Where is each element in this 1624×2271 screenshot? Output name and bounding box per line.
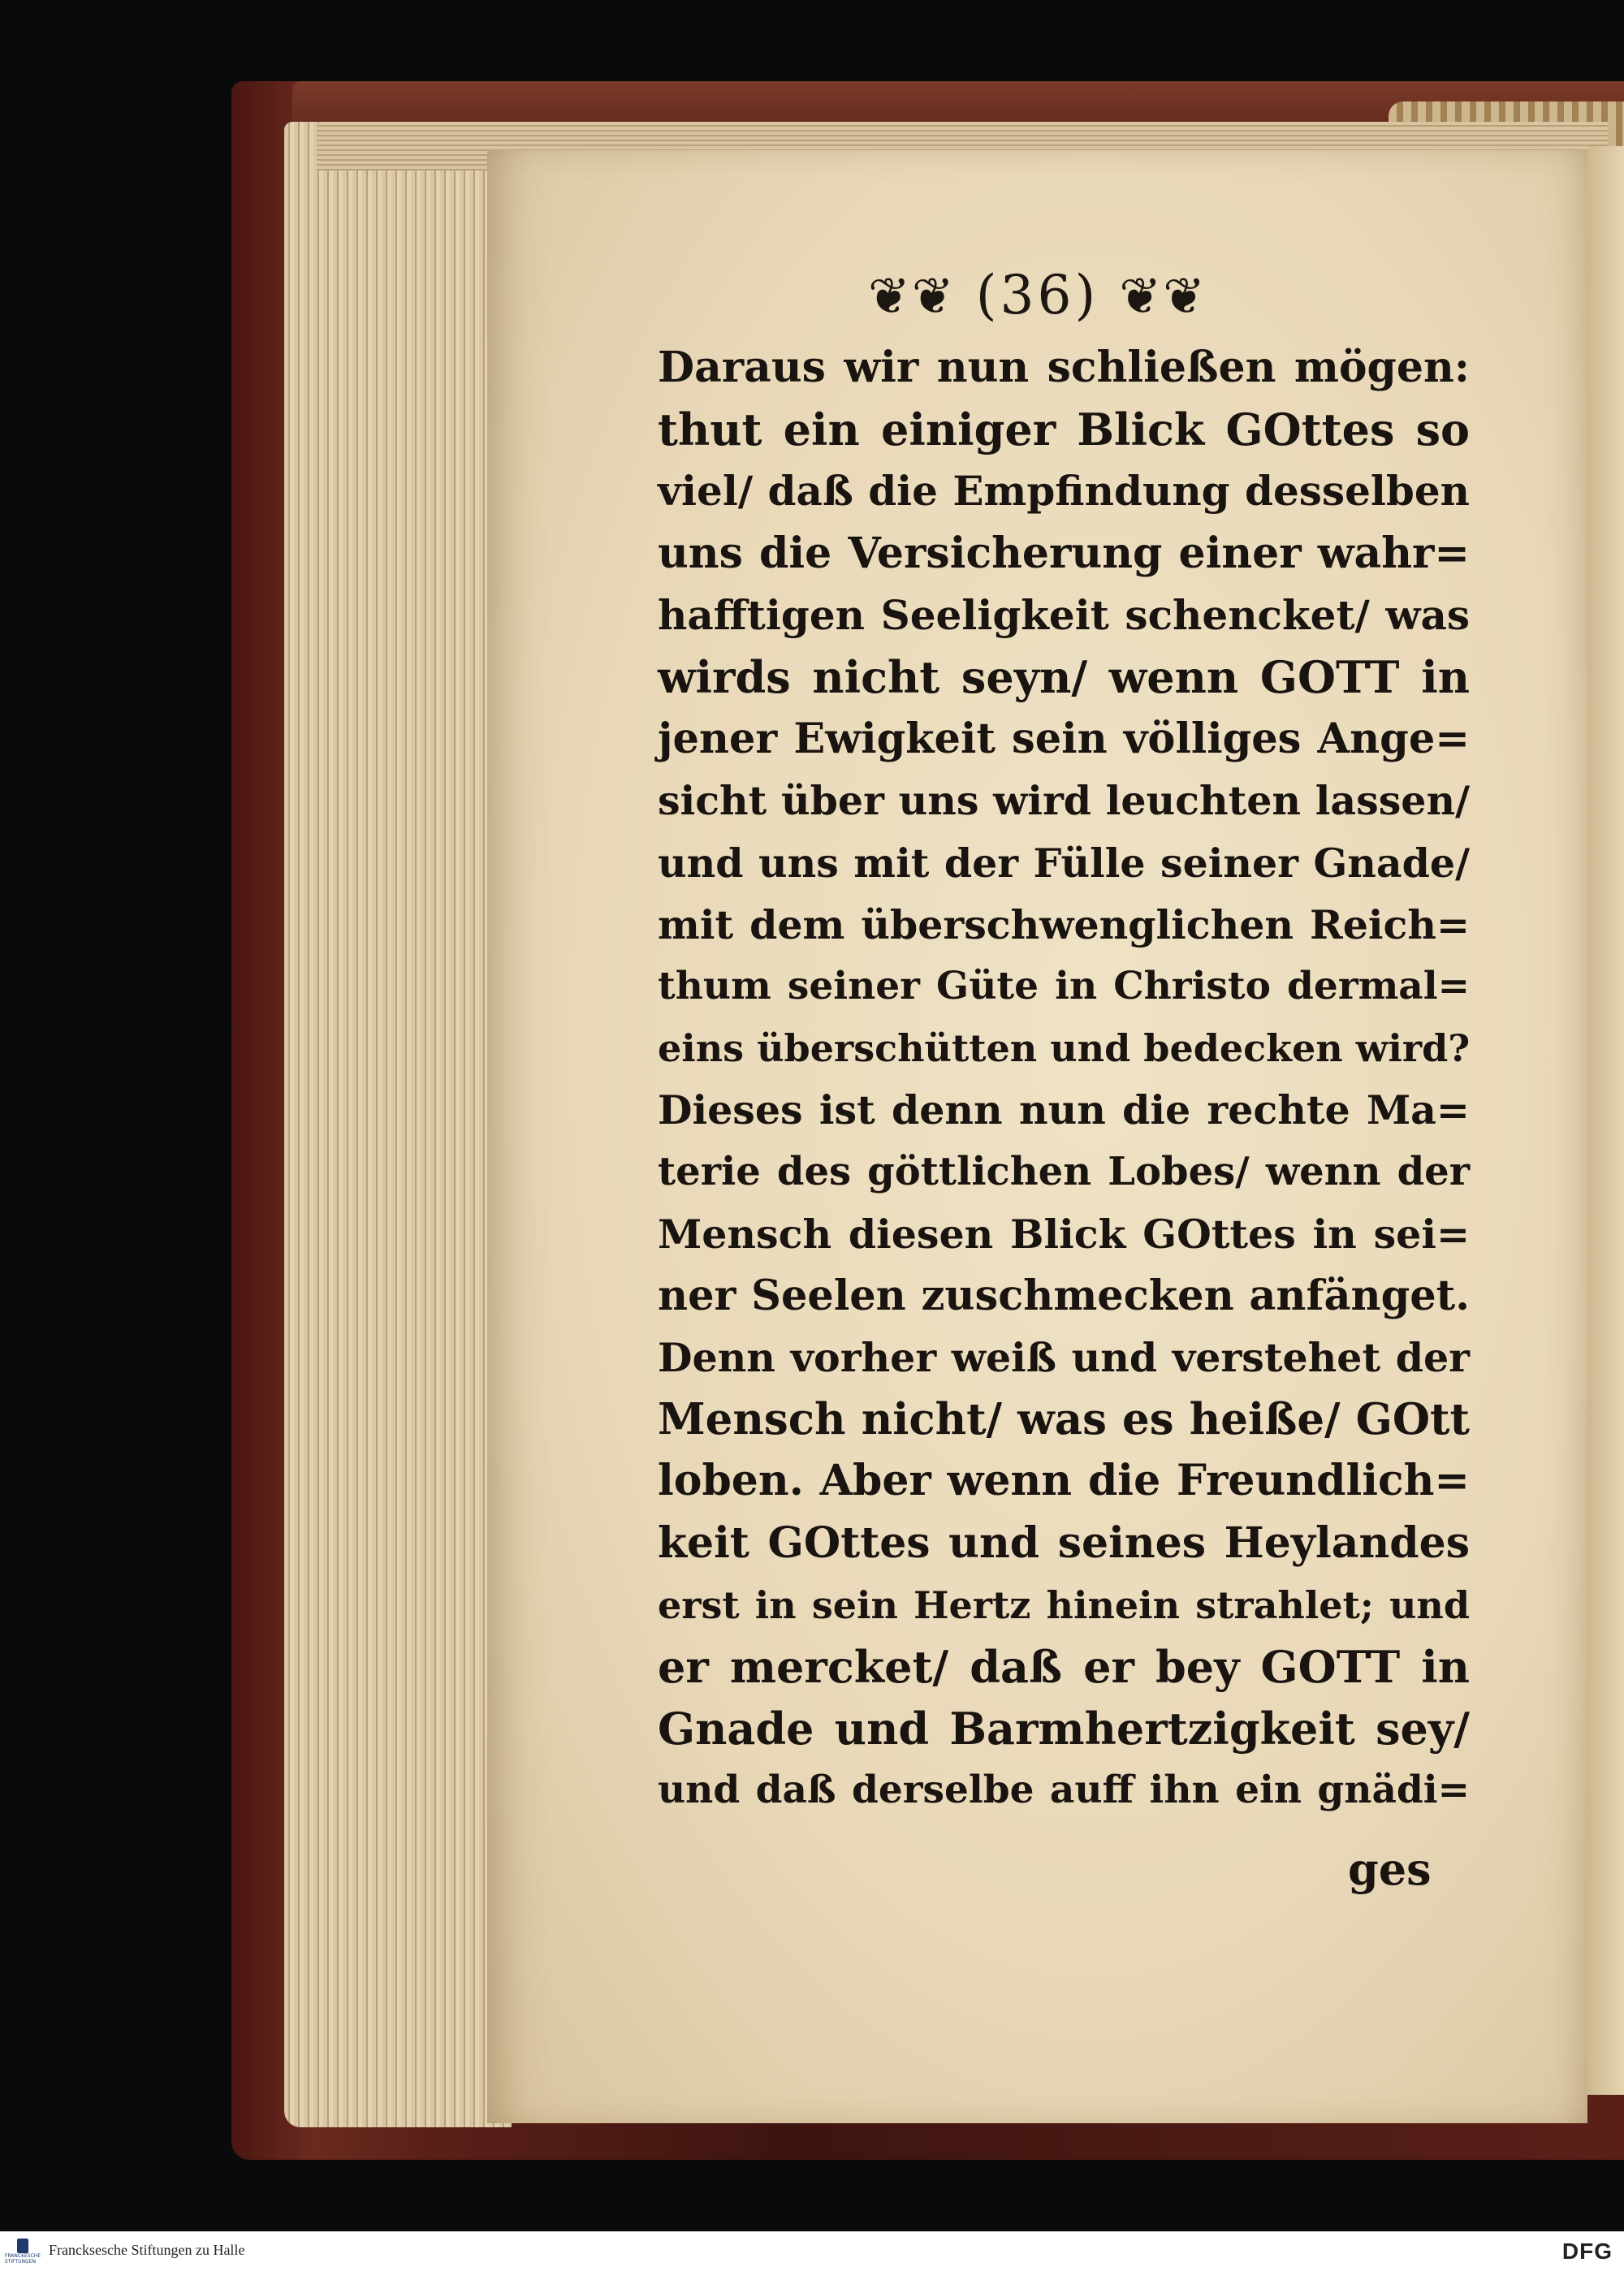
institution-logo (6, 2237, 39, 2266)
text-line: loben. Aber wenn die Freundlich= (658, 1456, 1470, 1506)
text-line: wirds nicht seyn/ wenn GOTT in (658, 650, 1470, 703)
text-line: jener Ewigkeit sein völliges Ange= (658, 715, 1470, 764)
text-line: keit GOttes und seines Heylandes (658, 1518, 1470, 1568)
text-line: und uns mit der Fülle seiner Gnade/ (658, 839, 1470, 887)
page-number: (36) (975, 264, 1099, 326)
text-line: hafftigen Seeligkeit schencket/ was (658, 590, 1470, 639)
text-line: Dieses ist denn nun die rechte Ma= (658, 1086, 1470, 1134)
text-line: Daraus wir nun schließen mögen: (658, 343, 1470, 392)
dfg-logo: DFG (1561, 2239, 1613, 2264)
text-line: thum seiner Güte in Christo dermal= (658, 963, 1470, 1008)
institution-name[interactable]: Francksesche Stiftungen zu Halle (49, 2242, 245, 2258)
catchword: ges (1348, 1843, 1432, 1895)
viewer-footer (0, 2231, 1624, 2271)
facing-page-edge (1587, 146, 1624, 2095)
book-page (487, 150, 1587, 2123)
ornament-right-icon: ❦❦ (1119, 266, 1207, 326)
text-line: Mensch diesen Blick GOttes in sei= (658, 1210, 1470, 1258)
text-line: erst in sein Hertz hinein strahlet; und (658, 1582, 1470, 1627)
text-line: er mercket/ daß er bey GOTT in (658, 1640, 1470, 1693)
ornament-left-icon: ❦❦ (867, 266, 956, 326)
page-edges-left (284, 122, 512, 2127)
text-line: thut ein einiger Blick GOttes so (658, 404, 1470, 456)
text-line: terie des göttlichen Lobes/ wenn der (658, 1149, 1470, 1195)
institution-logo-caption: FRANCKESCHE STIFTUNGEN (4, 2253, 41, 2265)
text-line: Gnade und Barmhertzigkeit sey/ (658, 1703, 1470, 1755)
text-line: mit dem überschwenglichen Reich= (658, 900, 1470, 948)
institution-logo-icon (17, 2239, 28, 2253)
text-line: uns die Versicherung einer wahr= (658, 528, 1470, 578)
text-line: eins überschütten und bedecken wird? (658, 1026, 1471, 1071)
text-line: Denn vorher weiß und verstehet der (658, 1334, 1470, 1381)
page-text-block (658, 337, 1470, 1822)
text-line: Mensch nicht/ was es heiße/ GOtt (658, 1394, 1470, 1445)
text-line: sicht über uns wird leuchten lassen/ (658, 777, 1470, 825)
text-line: ner Seelen zuschmecken anfänget. (658, 1271, 1470, 1320)
text-line: und daß derselbe auff ihn ein gnädi= (658, 1768, 1470, 1813)
text-line: viel/ daß die Empfindung desselben (658, 467, 1470, 516)
page-header (487, 264, 1587, 326)
